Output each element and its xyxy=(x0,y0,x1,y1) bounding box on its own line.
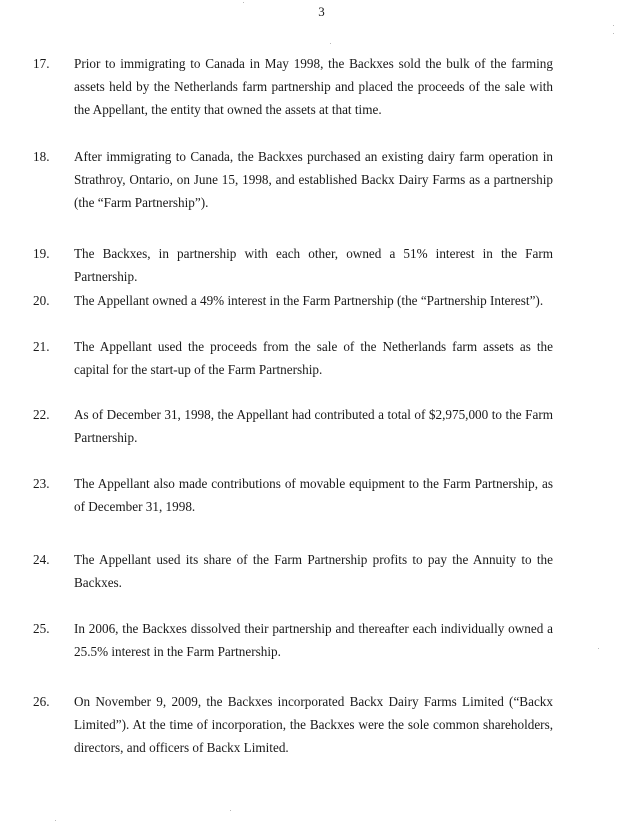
scan-speck xyxy=(613,25,614,26)
scan-speck xyxy=(243,2,244,3)
paragraph-25 xyxy=(33,617,553,663)
paragraph-number: 24. xyxy=(33,552,50,567)
page-number: 3 xyxy=(318,4,325,19)
paragraph-text: The Appellant used its share of the Farm Partnership profits to pay the Annuity to the Backxes. xyxy=(74,552,553,590)
paragraph-17 xyxy=(33,52,553,121)
paragraph-text: As of December 31, 1998, the Appellant had contributed a total of $2,975,000 to the Farm Partnership. xyxy=(74,407,553,445)
paragraph-20 xyxy=(33,289,553,312)
paragraph-text: In 2006, the Backxes dissolved their partnership and thereafter each individually owned a 25.5% interest in the Farm Partnership. xyxy=(74,621,553,659)
paragraph-number: 18. xyxy=(33,149,50,164)
paragraph-text: The Backxes, in partnership with each other, owned a 51% interest in the Farm Partnership. xyxy=(74,246,553,284)
scan-speck xyxy=(330,43,331,44)
scan-speck xyxy=(598,648,599,649)
paragraph-18 xyxy=(33,145,553,214)
paragraph-text: On November 9, 2009, the Backxes incorporated Backx Dairy Farms Limited (“Backx Limited”). At the time of incorporation, the Backxes were the sole common shareholders, directors, and officers of Backx Limited. xyxy=(74,694,553,755)
paragraph-text: After immigrating to Canada, the Backxes purchased an existing dairy farm operation in Strathroy, Ontario, on June 15, 1998, and established Backx Dairy Farms as a partnership (the “Farm Partnership”). xyxy=(74,149,553,210)
paragraph-19 xyxy=(33,242,553,288)
paragraph-text: The Appellant owned a 49% interest in the Farm Partnership (the “Partnership Interest”). xyxy=(74,293,544,308)
scan-speck xyxy=(55,820,56,821)
paragraph-text: The Appellant also made contributions of movable equipment to the Farm Partnership, as of December 31, 1998. xyxy=(74,476,553,514)
scan-speck xyxy=(613,33,614,34)
paragraph-number: 19. xyxy=(33,246,50,261)
paragraph-number: 21. xyxy=(33,339,50,354)
paragraph-number: 17. xyxy=(33,56,50,71)
paragraph-number: 20. xyxy=(33,293,50,308)
paragraph-24 xyxy=(33,548,553,594)
paragraph-number: 25. xyxy=(33,621,50,636)
paragraph-21 xyxy=(33,335,553,381)
paragraph-22 xyxy=(33,403,553,449)
paragraph-26 xyxy=(33,690,553,759)
scan-speck xyxy=(230,810,231,811)
paragraph-text: The Appellant used the proceeds from the sale of the Netherlands farm assets as the capital for the start-up of the Farm Partnership. xyxy=(74,339,553,377)
paragraph-number: 22. xyxy=(33,407,50,422)
paragraph-text: Prior to immigrating to Canada in May 1998, the Backxes sold the bulk of the farming assets held by the Netherlands farm partnership and placed the proceeds of the sale with the Appellant, the entity that owned the assets at that time. xyxy=(74,56,553,117)
paragraph-number: 26. xyxy=(33,694,50,709)
paragraph-23 xyxy=(33,472,553,518)
paragraph-number: 23. xyxy=(33,476,50,491)
